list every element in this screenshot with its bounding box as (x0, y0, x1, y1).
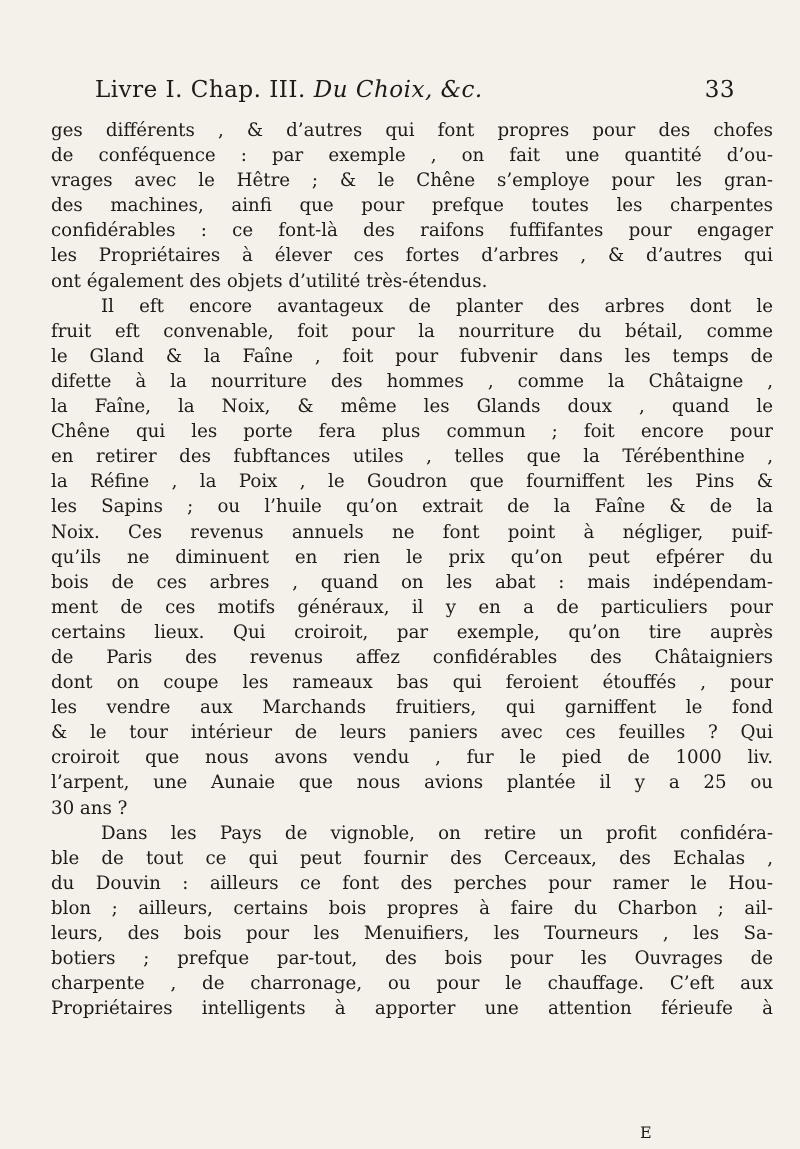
text-line: la Réfine , la Poix , le Goudron que fourniffent les Pins & (51, 471, 773, 493)
text-line: de conféquence : par exemple , on fait une quantité d’ou- (51, 145, 773, 167)
text-line: ment de ces motifs généraux, il y en a de particuliers pour (51, 596, 773, 618)
text-line: Chêne qui les porte fera plus commun ; foit encore pour (51, 421, 773, 443)
text-line: en retirer des fubftances utiles , telles que la Térébenthine , (51, 446, 773, 468)
page-number: 33 (704, 77, 735, 103)
text-line: qu’ils ne diminuent en rien le prix qu’on peut efpérer du (51, 546, 773, 568)
page-body (51, 118, 773, 1021)
text-line: l’arpent, une Aunaie que nous avions plantée il y a 25 ou (51, 772, 773, 794)
text-line: les Propriétaires à élever ces fortes d’arbres , & d’autres qui (51, 245, 773, 267)
page-header (95, 77, 735, 117)
catchword: E (640, 1123, 652, 1142)
text-line: Propriétaires intelligents à apporter une attention férieufe à (51, 998, 773, 1020)
text-line: certains lieux. Qui croiroit, par exemple, qu’on tire auprès (51, 621, 773, 643)
text-line: la Faîne, la Noix, & même les Glands doux , quand le (51, 396, 773, 418)
text-line: difette à la nourriture des hommes , comme la Châtaigne , (51, 370, 773, 392)
text-line: 30 ans ? (51, 797, 128, 819)
text-line: ont également des objets d’utilité très-étendus. (51, 270, 488, 292)
text-line: ble de tout ce qui peut fournir des Cerceaux, des Echalas , (51, 847, 773, 869)
text-line: botiers ; prefque par-tout, des bois pour les Ouvrages de (51, 948, 773, 970)
text-line: Dans les Pays de vignoble, on retire un profit confidéra- (101, 822, 773, 844)
text-line: Il eft encore avantageux de planter des arbres dont le (101, 295, 773, 317)
text-line: Noix. Ces revenus annuels ne font point à négliger, puif- (51, 521, 773, 543)
text-line: blon ; ailleurs, certains bois propres à faire du Charbon ; ail- (51, 897, 773, 919)
text-line: de Paris des revenus affez confidérables des Châtaigniers (51, 646, 773, 668)
text-line: du Douvin : ailleurs ce font des perches pour ramer le Hou- (51, 872, 773, 894)
text-line: croiroit que nous avons vendu , fur le pied de 1000 liv. (51, 747, 773, 769)
text-line: leurs, des bois pour les Menuifiers, les Tourneurs , les Sa- (51, 923, 773, 944)
text-line: & le tour intérieur de leurs paniers avec ces feuilles ? Qui (51, 722, 773, 744)
text-line: fruit eft convenable, foit pour la nourriture du bétail, comme (51, 320, 773, 342)
text-line: charpente , de charronage, ou pour le chauffage. C’eft aux (51, 973, 773, 995)
text-line: le Gland & la Faîne , foit pour fubvenir dans les temps de (51, 345, 773, 367)
chapter-title: Du Choix, &c. (313, 77, 483, 103)
text-line: dont on coupe les rameaux bas qui feroient étouffés , pour (51, 672, 773, 694)
text-line: vrages avec le Hêtre ; & le Chêne s’employe pour les gran- (51, 170, 773, 192)
text-line: les Sapins ; ou l’huile qu’on extrait de la Faîne & de la (51, 496, 773, 518)
text-line: les vendre aux Marchands fruitiers, qui garniffent le fond (51, 697, 773, 719)
text-line: ges différents , & d’autres qui font propres pour des chofes (51, 120, 773, 141)
text-line: bois de ces arbres , quand on les abat : mais indépendam- (51, 571, 773, 593)
running-head: Livre I. Chap. III. Du Choix, &c. (95, 77, 483, 103)
text-line: des machines, ainfi que pour prefque toutes les charpentes (51, 195, 773, 217)
text-line: confidérables : ce font-là des raifons fuffifantes pour engager (51, 220, 773, 242)
